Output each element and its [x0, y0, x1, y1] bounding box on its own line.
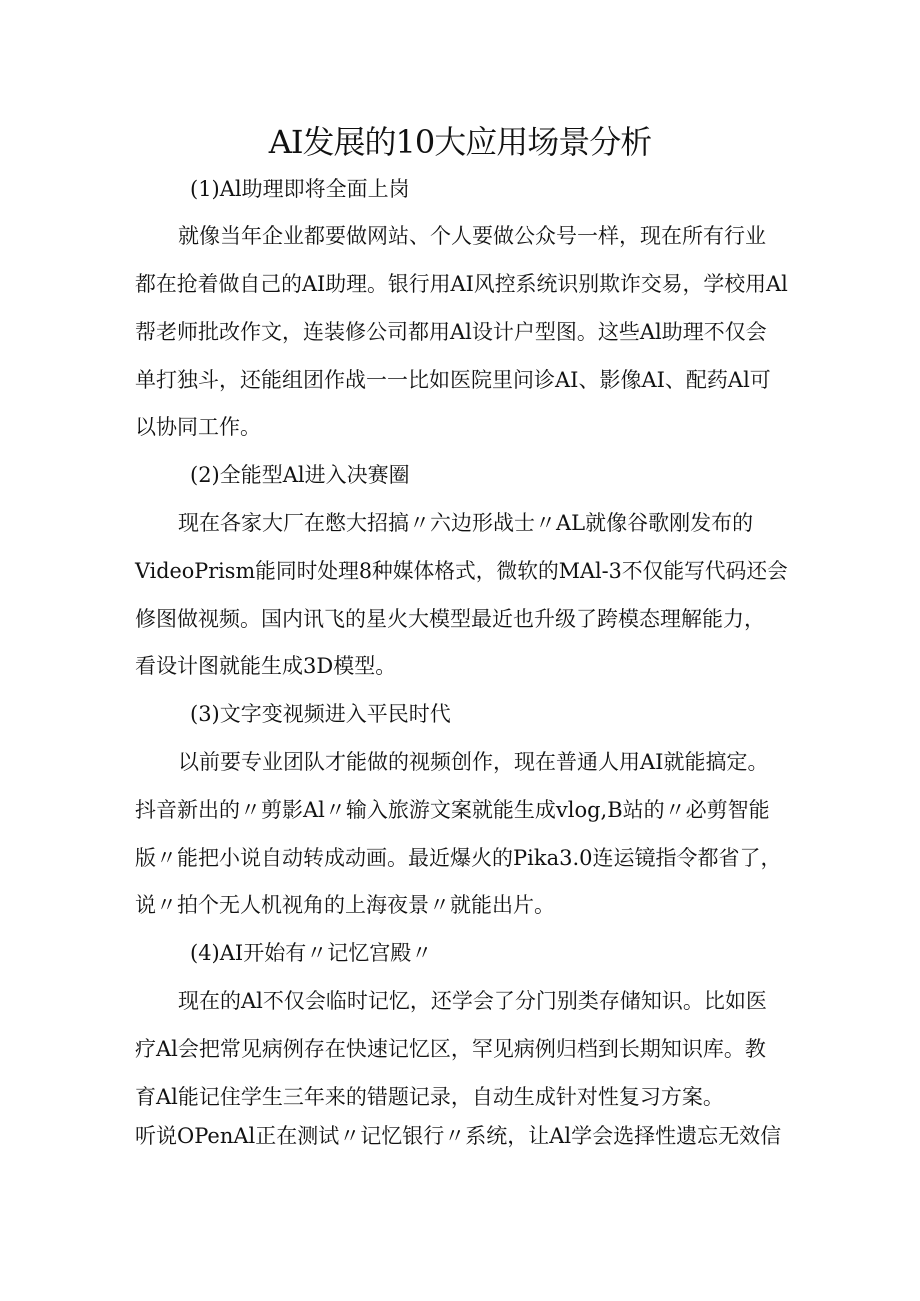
section-heading-1: (1)Al助理即将全面上岗: [190, 177, 410, 201]
paragraph-line: 单打独斗，还能组团作战一一比如医院里问诊AI、影像AI、配药Al可: [135, 368, 771, 392]
paragraph-line: 版〃能把小说自动转成动画。最近爆火的Pika3.0连运镜指令都省了，: [135, 846, 782, 870]
paragraph-line: 抖音新出的〃剪影Al〃输入旅游文案就能生成vlog,B站的〃必剪智能: [135, 798, 770, 822]
paragraph-line: 以协同工作。: [135, 415, 261, 439]
paragraph-line: 听说OPenAl正在测试〃记忆银行〃系统，让Al学会选择性遗忘无效信: [135, 1124, 782, 1148]
paragraph-line: 看设计图就能生成3D模型。: [135, 654, 397, 678]
paragraph-line: 修图做视频。国内讯飞的星火大模型最近也升级了跨模态理解能力，: [135, 607, 765, 631]
section-heading-4: (4)AI开始有〃记忆宫殿〃: [190, 941, 433, 965]
paragraph-line: 现在的Al不仅会临时记忆，还学会了分门别类存储知识。比如医: [178, 989, 767, 1013]
paragraph-line: 说〃拍个无人机视角的上海夜景〃就能出片。: [135, 893, 555, 917]
paragraph-line: 疗Al会把常见病例存在快速记忆区，罕见病例归档到长期知识库。教: [135, 1037, 766, 1061]
paragraph-line: VideoPrism能同时处理8种媒体格式，微软的MAl-3不仅能写代码还会: [135, 559, 788, 583]
paragraph-line: 帮老师批改作文，连装修公司都用Al设计户型图。这些Al助理不仅会: [135, 320, 767, 344]
section-heading-2: (2)全能型Al进入决赛圈: [190, 463, 410, 487]
page-title: AI发展的10大应用场景分析: [268, 123, 652, 161]
paragraph-line: 都在抢着做自己的AI助理。银行用AI风控系统识别欺诈交易，学校用Al: [135, 272, 788, 296]
paragraph-line: 以前要专业团队才能做的视频创作，现在普通人用AI就能搞定。: [178, 750, 769, 774]
paragraph-line: 现在各家大厂在憋大招搞〃六边形战士〃AL就像谷歌刚发布的: [178, 511, 754, 535]
paragraph-line: 就像当年企业都要做网站、个人要做公众号一样，现在所有行业: [178, 224, 766, 248]
paragraph-line: 育Al能记住学生三年来的错题记录，自动生成针对性复习方案。: [135, 1085, 724, 1109]
section-heading-3: (3)文字变视频进入平民时代: [190, 702, 451, 726]
